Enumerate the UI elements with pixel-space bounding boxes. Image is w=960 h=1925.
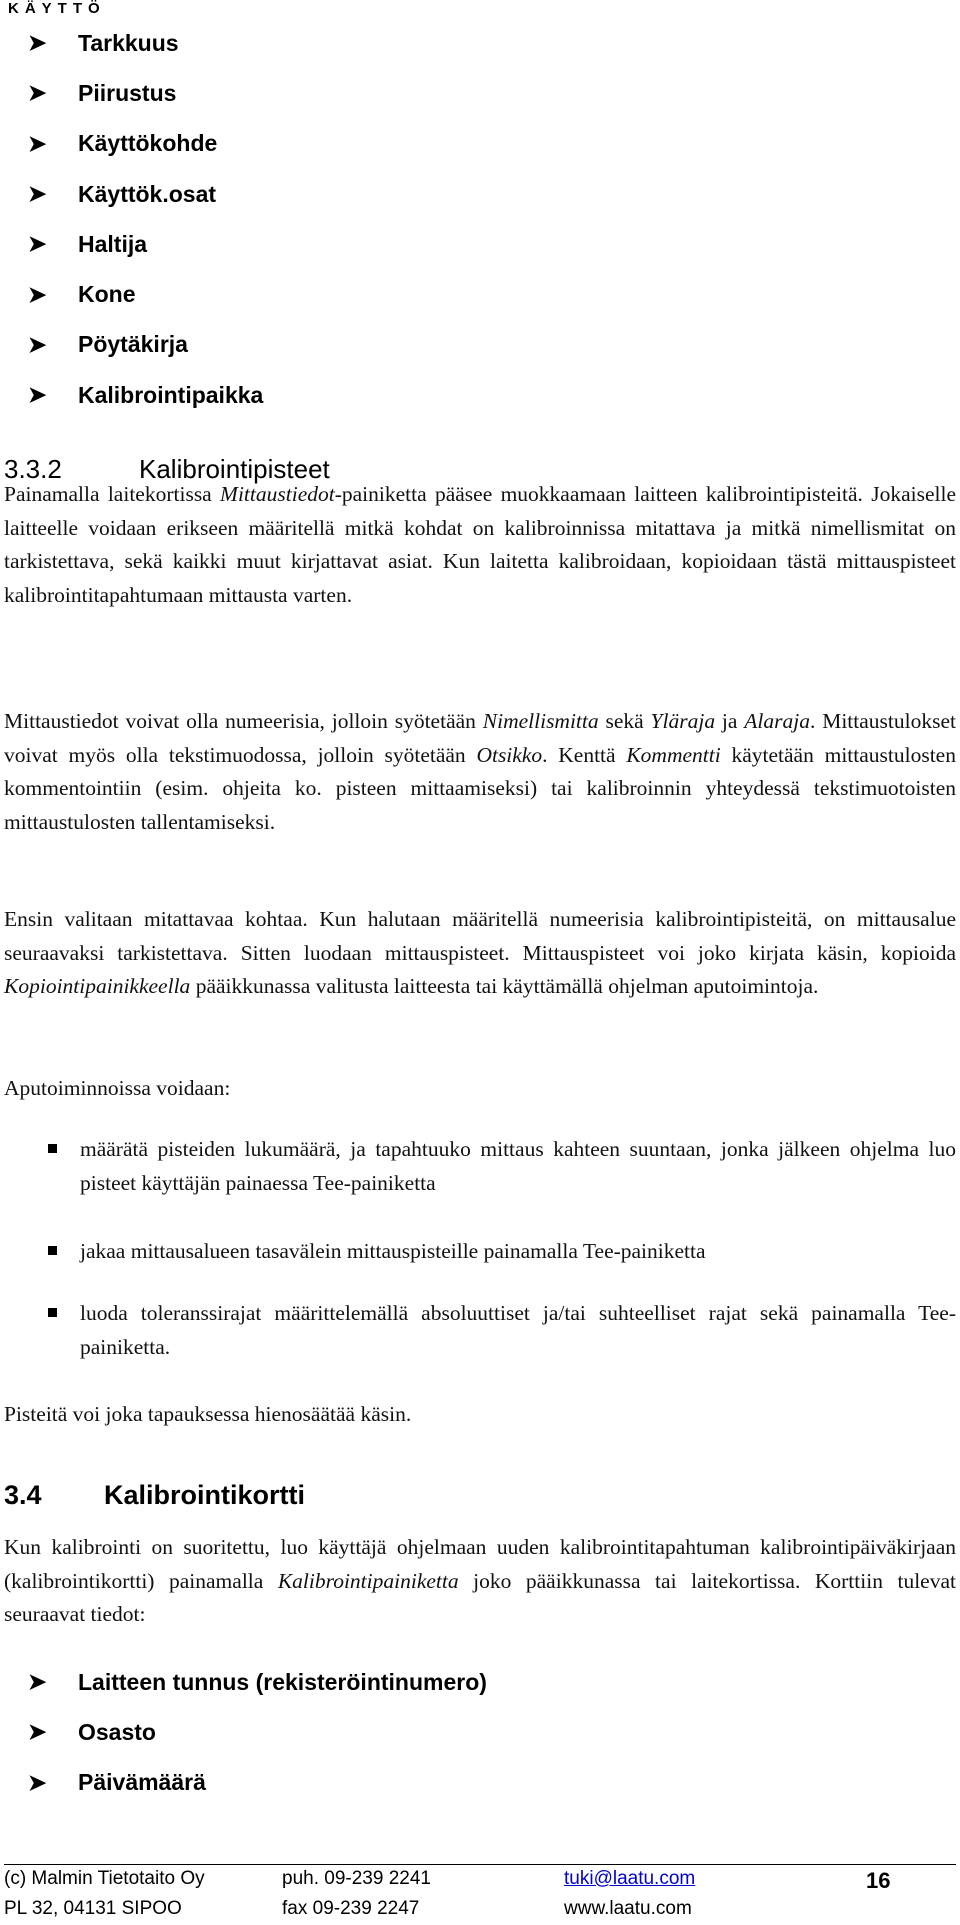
- arrow-bullet-icon: ➤: [28, 331, 47, 357]
- arrow-bullet-icon: ➤: [28, 231, 47, 257]
- helper-list: [44, 1133, 956, 1200]
- paragraph-workflow: Ensin valitaan mitattavaa kohtaa. Kun halutaan määritellä numeerisia kalibrointipisteitä, on mittausalue seuraavaksi tarkistettava. Sitten luodaan mittauspisteet. Mittauspisteet voi joko kirjata käsin, kopioida Kopiointipainikkeella pääikkunassa valitusta laitteesta tai käyttämällä ohjelman aputoimintoja.: [4, 907, 956, 999]
- section-title: Kalibrointipisteet: [139, 454, 330, 484]
- section-heading-3-4: [4, 1480, 305, 1511]
- arrow-bullet-icon: ➤: [28, 281, 47, 307]
- field-list-bottom: [28, 1657, 487, 1808]
- list-item-label: Käyttökohde: [78, 130, 218, 157]
- list-item: [28, 18, 263, 68]
- arrow-bullet-icon: ➤: [28, 80, 47, 106]
- list-item: [28, 68, 263, 118]
- list-item-label: Kalibrointipaikka: [78, 381, 264, 408]
- list-item-label: Osasto: [78, 1718, 156, 1745]
- list-item-label: Piirustus: [78, 79, 177, 106]
- list-item-label: Kone: [78, 281, 136, 308]
- list-item: [28, 1657, 487, 1707]
- running-head: KÄYTTÖ: [8, 0, 106, 17]
- footer-company: (c) Malmin Tietotaito Oy: [4, 1868, 205, 1889]
- list-item: [28, 370, 263, 420]
- footer-web: www.laatu.com: [564, 1898, 692, 1919]
- italic-term: Mittaustiedot: [220, 482, 335, 506]
- arrow-bullet-icon: ➤: [28, 1769, 47, 1795]
- list-item: määrätä pisteiden lukumäärä, ja tapahtuuko mittaus kahteen suuntaan, jonka jälkeen ohjelma luo pisteet käyttäjän painaessa Tee-painiketta: [44, 1133, 956, 1200]
- footer-address: PL 32, 04131 SIPOO: [4, 1898, 182, 1919]
- arrow-bullet-icon: ➤: [28, 130, 47, 156]
- list-item-label: Päivämäärä: [78, 1769, 206, 1796]
- list-item-label: Käyttök.osat: [78, 180, 217, 207]
- paragraph-mittaustiedot: Painamalla laitekortissa Mittaustiedot-painiketta pääsee muokkaamaan laitteen kalibrointipisteitä. Jokaiselle laitteelle voidaan erikseen määritellä mitkä kohdat on kalibroinnissa mitattava ja mitkä nimellismitat on tarkistettava, sekä kaikki muut kirjattavat asiat. Kun laitetta kalibroidaan, kopioidaan tästä mittauspisteet kalibrointitapahtumaan mittausta varten.: [4, 482, 956, 607]
- list-item: [28, 219, 263, 269]
- helper-list: [44, 1235, 956, 1269]
- paragraph-calibration-card: Kun kalibrointi on suoritettu, luo käyttäjä ohjelmaan uuden kalibrointitapahtuman kalibrointipäiväkirjaan (kalibrointikortti) painamalla Kalibrointipainiketta joko pääikkunassa tai laitekortissa. Korttiin tulevat seuraavat tiedot:: [4, 1535, 956, 1627]
- page-number: 16: [866, 1868, 891, 1893]
- list-item: [28, 169, 263, 219]
- section-number: 3.3.2: [4, 454, 62, 484]
- square-bullet-icon: [48, 1246, 57, 1255]
- list-item: luoda toleranssirajat määrittelemällä absoluuttiset ja/tai suhteelliset rajat sekä painamalla Tee-painiketta.: [44, 1297, 956, 1364]
- arrow-bullet-icon: ➤: [28, 1669, 47, 1695]
- list-item: [28, 1758, 487, 1808]
- footer-email-link[interactable]: tuki@laatu.com: [564, 1868, 696, 1889]
- paragraph-helper-intro: Aputoiminnoissa voidaan:: [4, 1076, 231, 1100]
- field-list-top: [28, 18, 263, 420]
- list-item: jakaa mittausalueen tasavälein mittauspisteille painamalla Tee-painiketta: [44, 1235, 956, 1269]
- section-title: Kalibrointikortti: [104, 1480, 305, 1510]
- arrow-bullet-icon: ➤: [28, 382, 47, 408]
- helper-list: [44, 1297, 956, 1364]
- italic-term: Kopiointipainikkeella: [4, 974, 191, 999]
- footer-fax: fax 09-239 2247: [282, 1898, 420, 1919]
- paragraph-fine-tune: Pisteitä voi joka tapauksessa hienosäätää käsin.: [4, 1402, 412, 1426]
- italic-term: Otsikko: [476, 742, 543, 767]
- arrow-bullet-icon: ➤: [28, 30, 47, 56]
- section-number: 3.4: [4, 1480, 42, 1510]
- italic-term: Yläraja: [650, 709, 716, 733]
- italic-term: Kommentti: [626, 742, 721, 767]
- list-item: [28, 320, 263, 370]
- list-item: [28, 119, 263, 169]
- footer-phone: puh. 09-239 2241: [282, 1868, 431, 1889]
- list-item: [28, 1707, 487, 1757]
- italic-term: Alaraja: [744, 709, 810, 733]
- arrow-bullet-icon: ➤: [28, 181, 47, 207]
- paragraph-numeric-data: Mittaustiedot voivat olla numeerisia, jolloin syötetään Nimellismitta sekä Yläraja ja Alaraja. Mittaustulokset voivat myös olla tekstimuodossa, jolloin syötetään Otsikko. Kenttä Kommentti käytetään mittaustulosten kommentointiin (esim. ohjeita ko. pisteen mittaamiseksi) tai kalibroinnin yhteydessä tekstimuotoisten mittaustulosten tallentamiseksi.: [4, 709, 956, 834]
- square-bullet-icon: [48, 1308, 57, 1317]
- arrow-bullet-icon: ➤: [28, 1719, 47, 1745]
- square-bullet-icon: [48, 1144, 57, 1153]
- list-item: [28, 269, 263, 319]
- italic-term: Kalibrointipainiketta: [277, 1568, 459, 1593]
- footer-divider: [4, 1864, 956, 1865]
- list-item-label: Haltija: [78, 230, 148, 257]
- list-item-label: Laitteen tunnus (rekisteröintinumero): [78, 1668, 487, 1695]
- list-item-label: Tarkkuus: [78, 29, 179, 56]
- list-item-label: Pöytäkirja: [78, 331, 188, 358]
- italic-term: Nimellismitta: [482, 709, 599, 733]
